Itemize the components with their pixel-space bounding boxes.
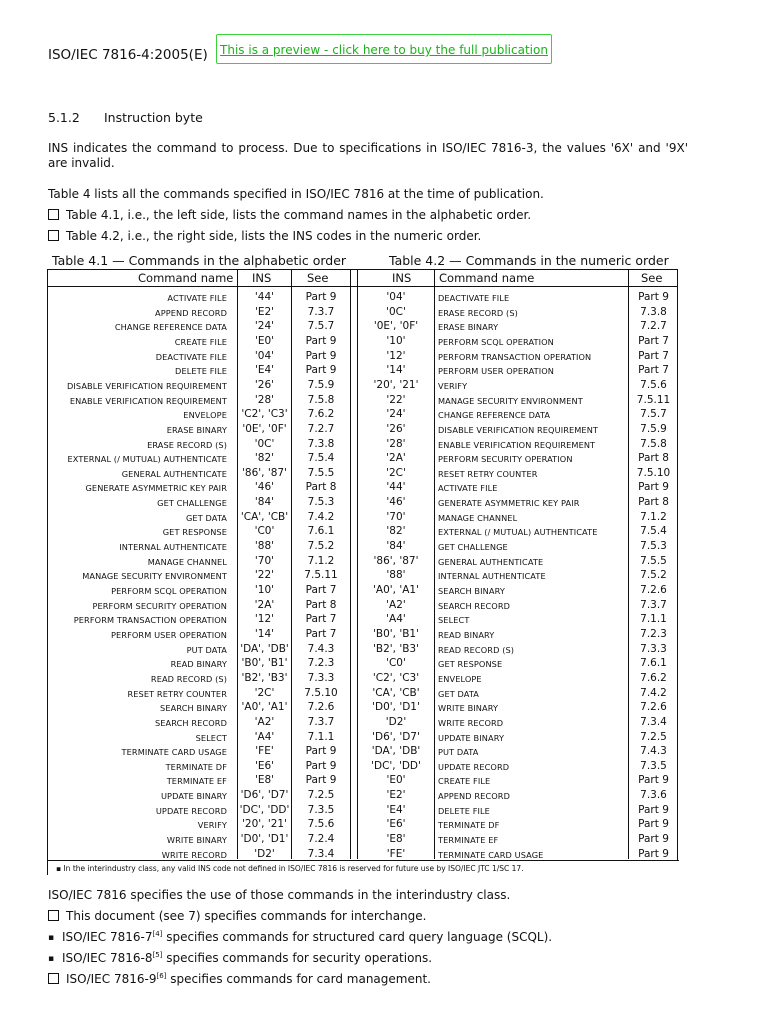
header-command-name: Command name bbox=[439, 271, 535, 285]
ins-cell: 'C0' bbox=[254, 525, 275, 538]
ins-cell: 'D2' bbox=[254, 847, 275, 860]
command-name-cell: TERMINATE EF bbox=[166, 776, 227, 787]
command-name-cell: CHANGE REFERENCE DATA bbox=[114, 322, 227, 333]
ins-cell: 'A0', 'A1' bbox=[241, 701, 288, 714]
checkbox-bullet-icon bbox=[48, 209, 59, 220]
ins-cell: '70' bbox=[254, 554, 275, 567]
command-name-cell: UPDATE RECORD bbox=[155, 805, 227, 816]
command-name-cell: ERASE BINARY bbox=[166, 424, 227, 435]
ins-cell: 'D2' bbox=[385, 715, 407, 728]
see-cell: Part 9 bbox=[638, 774, 669, 787]
command-name-cell: SEARCH BINARY bbox=[438, 586, 505, 596]
see-cell: 7.3.8 bbox=[307, 437, 335, 450]
command-name-cell: GET CHALLENGE bbox=[438, 542, 508, 553]
command-name-cell: ENABLE VERIFICATION REQUIREMENT bbox=[438, 439, 596, 450]
header-command-name: Command name bbox=[138, 271, 234, 285]
ins-cell: 'DC', 'DD' bbox=[371, 759, 421, 772]
ins-cell: 'E8' bbox=[254, 774, 275, 787]
ins-cell: '28' bbox=[254, 393, 275, 406]
see-cell: 7.3.7 bbox=[307, 715, 335, 728]
ins-cell: 'B2', 'B3' bbox=[241, 671, 288, 684]
see-cell: 7.1.2 bbox=[640, 510, 667, 523]
see-cell: 7.5.7 bbox=[307, 320, 335, 333]
see-cell: 7.3.7 bbox=[640, 598, 667, 611]
table-header-rule bbox=[47, 286, 678, 287]
ins-cell: 'E6' bbox=[254, 759, 275, 772]
see-cell: Part 9 bbox=[305, 349, 337, 362]
ins-cell: '04' bbox=[386, 291, 406, 303]
ins-cell: 'A4' bbox=[254, 730, 275, 743]
command-name-cell: INTERNAL AUTHENTICATE bbox=[119, 542, 227, 553]
paragraph-table-intro: Table 4 lists all the commands specified in ISO/IEC 7816 at the time of publication. bbox=[48, 187, 544, 201]
see-cell: Part 8 bbox=[305, 598, 337, 611]
ins-cell: '14' bbox=[254, 627, 275, 640]
ins-cell: '14' bbox=[386, 364, 406, 377]
see-cell: 7.5.2 bbox=[307, 540, 335, 553]
ins-cell: '2A' bbox=[254, 598, 275, 611]
command-name-cell: EXTERNAL (/ MUTUAL) AUTHENTICATE bbox=[67, 454, 227, 465]
see-cell: Part 9 bbox=[638, 803, 669, 816]
see-cell: 7.3.3 bbox=[640, 642, 667, 655]
bullet-text: Table 4.1, i.e., the left side, lists the command names in the alphabetic order. bbox=[66, 208, 532, 222]
command-name-cell: GET RESPONSE bbox=[162, 527, 227, 538]
command-name-cell: GENERAL AUTHENTICATE bbox=[121, 468, 227, 479]
command-name-cell: APPEND RECORD bbox=[155, 307, 227, 318]
see-cell: 7.5.5 bbox=[640, 554, 667, 567]
ins-cell: '26' bbox=[254, 378, 275, 391]
ins-cell: 'C0' bbox=[386, 657, 406, 670]
command-name-cell: GET CHALLENGE bbox=[157, 498, 227, 509]
header-see: See bbox=[641, 271, 663, 285]
ins-cell: '44' bbox=[254, 291, 275, 303]
command-name-cell: RESET RETRY COUNTER bbox=[438, 468, 538, 479]
see-cell: 7.2.3 bbox=[307, 657, 335, 670]
ins-cell: 'DC', 'DD' bbox=[239, 803, 290, 816]
ins-cell: 'E4' bbox=[254, 364, 275, 377]
see-cell: Part 9 bbox=[638, 291, 669, 303]
ins-cell: 'A2' bbox=[386, 598, 406, 611]
checkbox-bullet-icon bbox=[48, 910, 59, 921]
see-cell: Part 7 bbox=[638, 349, 669, 362]
ins-cell: '12' bbox=[386, 349, 406, 362]
see-cell: 7.5.3 bbox=[307, 496, 335, 509]
command-name-cell: DELETE FILE bbox=[438, 805, 490, 816]
ins-cell: '22' bbox=[386, 393, 406, 406]
command-name-cell: PERFORM SECURITY OPERATION bbox=[92, 600, 227, 611]
bullet-dot-icon: ▪ bbox=[48, 933, 55, 943]
ins-cell: 'FE' bbox=[386, 847, 406, 860]
table-4-1-caption: Table 4.1 — Commands in the alphabetic order bbox=[52, 253, 347, 268]
see-cell: 7.1.1 bbox=[640, 613, 667, 626]
see-cell: 7.4.2 bbox=[307, 510, 335, 523]
header-ins: INS bbox=[392, 271, 412, 285]
ins-cell: '10' bbox=[254, 584, 275, 596]
bullet-dot-icon: ▪ bbox=[48, 954, 55, 964]
bullet-7816-7: ▪ ISO/IEC 7816-7[4] specifies commands for structured card query language (SCQL). bbox=[48, 930, 553, 944]
ins-cell: '88' bbox=[386, 569, 406, 582]
command-name-cell: DEACTIVATE FILE bbox=[155, 351, 227, 362]
see-cell: 7.5.9 bbox=[307, 378, 335, 391]
ins-cell: '2A' bbox=[386, 452, 406, 465]
ins-cell: '82' bbox=[254, 452, 275, 465]
see-cell: 7.2.3 bbox=[640, 627, 667, 640]
ins-cell: 'DA', 'DB' bbox=[371, 745, 421, 758]
see-cell: Part 9 bbox=[638, 847, 669, 860]
command-name-cell: ENVELOPE bbox=[183, 410, 227, 421]
command-name-cell: WRITE BINARY bbox=[166, 835, 227, 846]
command-name-cell: PERFORM SECURITY OPERATION bbox=[438, 454, 573, 465]
ins-cell: '46' bbox=[386, 496, 406, 509]
see-cell: 7.1.1 bbox=[307, 730, 335, 743]
command-name-cell: TERMINATE DF bbox=[438, 820, 500, 831]
see-cell: 7.4.3 bbox=[307, 642, 335, 655]
see-cell: 7.5.8 bbox=[307, 393, 335, 406]
see-cell: Part 7 bbox=[305, 627, 337, 640]
command-name-cell: UPDATE RECORD bbox=[438, 761, 510, 772]
see-cell: 7.5.6 bbox=[307, 818, 335, 831]
command-name-cell: WRITE RECORD bbox=[161, 849, 227, 860]
see-cell: 7.5.11 bbox=[636, 393, 671, 406]
see-cell: Part 9 bbox=[305, 745, 337, 758]
ins-cell: '86', '87' bbox=[373, 554, 419, 567]
command-name-cell: DELETE FILE bbox=[175, 366, 227, 377]
bullet-dot-icon: ▪ bbox=[56, 864, 64, 873]
see-cell: Part 8 bbox=[638, 496, 669, 509]
footnote-text: In the interindustry class, any valid INS code not defined in ISO/IEC 7816 is reserved for future use by ISO/IEC JTC 1/SC 17. bbox=[63, 864, 524, 873]
see-cell: Part 8 bbox=[638, 452, 669, 465]
command-name-cell: VERIFY bbox=[438, 380, 468, 391]
ins-cell: '24' bbox=[254, 320, 275, 333]
see-cell: 7.3.5 bbox=[640, 759, 667, 772]
ins-cell: '04' bbox=[254, 349, 275, 362]
command-name-cell: CHANGE REFERENCE DATA bbox=[438, 410, 551, 421]
ins-cell: 'CA', 'CB' bbox=[240, 510, 289, 523]
command-name-cell: MANAGE CHANNEL bbox=[147, 556, 227, 567]
see-cell: 7.5.2 bbox=[640, 569, 667, 582]
ins-cell: 'B0', 'B1' bbox=[241, 657, 288, 670]
command-name-cell: INTERNAL AUTHENTICATE bbox=[438, 571, 546, 582]
command-name-cell: ACTIVATE FILE bbox=[167, 293, 227, 303]
see-cell: 7.2.7 bbox=[307, 422, 335, 435]
see-cell: 7.4.2 bbox=[640, 686, 667, 699]
see-cell: 7.5.11 bbox=[304, 569, 338, 582]
paragraph-interindustry: ISO/IEC 7816 specifies the use of those commands in the interindustry class. bbox=[48, 888, 511, 902]
see-cell: 7.5.10 bbox=[304, 686, 338, 699]
command-name-cell: EXTERNAL (/ MUTUAL) AUTHENTICATE bbox=[438, 527, 598, 538]
see-cell: Part 9 bbox=[305, 291, 337, 303]
see-cell: 7.2.5 bbox=[640, 730, 667, 743]
see-cell: Part 9 bbox=[305, 774, 337, 787]
see-cell: 7.2.6 bbox=[307, 701, 335, 714]
command-name-cell: DISABLE VERIFICATION REQUIREMENT bbox=[66, 380, 227, 391]
ins-cell: 'E2' bbox=[254, 305, 275, 318]
ins-cell: 'E6' bbox=[386, 818, 406, 831]
ins-cell: 'D6', 'D7' bbox=[240, 789, 289, 802]
see-cell: 7.5.10 bbox=[636, 466, 671, 479]
see-cell: Part 7 bbox=[638, 334, 669, 347]
header-see: See bbox=[307, 271, 329, 285]
ins-cell: '12' bbox=[254, 613, 275, 626]
header-ins: INS bbox=[252, 271, 272, 285]
command-name-cell: READ RECORD (S) bbox=[150, 673, 227, 684]
command-name-cell: PERFORM USER OPERATION bbox=[110, 629, 227, 640]
ins-cell: '82' bbox=[386, 525, 406, 538]
buy-preview-link[interactable]: This is a preview - click here to buy the full publication bbox=[216, 34, 552, 64]
ins-cell: '86', '87' bbox=[242, 466, 287, 479]
command-name-cell: DEACTIVATE FILE bbox=[438, 293, 510, 303]
col-rule bbox=[434, 269, 435, 859]
command-name-cell: TERMINATE DF bbox=[165, 761, 227, 772]
table-4-2-caption: Table 4.2 — Commands in the numeric order bbox=[389, 253, 669, 268]
ins-cell: '0C' bbox=[254, 437, 275, 450]
command-name-cell: PERFORM TRANSACTION OPERATION bbox=[438, 351, 592, 362]
see-cell: 7.4.3 bbox=[640, 745, 667, 758]
see-cell: 7.3.8 bbox=[640, 305, 667, 318]
see-cell: 7.5.9 bbox=[640, 422, 667, 435]
command-name-cell: SEARCH BINARY bbox=[160, 703, 227, 714]
command-name-cell: GENERATE ASYMMETRIC KEY PAIR bbox=[85, 483, 227, 494]
command-name-cell: MANAGE SECURITY ENVIRONMENT bbox=[438, 395, 583, 406]
command-name-cell: TERMINATE CARD USAGE bbox=[121, 747, 227, 758]
see-cell: 7.2.6 bbox=[640, 584, 667, 596]
ins-cell: 'FE' bbox=[255, 745, 274, 758]
ins-cell: 'E0' bbox=[386, 774, 406, 787]
ins-cell: '0C' bbox=[386, 305, 406, 318]
ins-cell: 'DA', 'DB' bbox=[240, 642, 289, 655]
see-cell: 7.5.4 bbox=[307, 452, 335, 465]
checkbox-bullet-icon bbox=[48, 230, 59, 241]
command-name-cell: ENABLE VERIFICATION REQUIREMENT bbox=[69, 395, 227, 406]
see-cell: 7.3.6 bbox=[640, 789, 667, 802]
see-cell: 7.5.4 bbox=[640, 525, 667, 538]
ins-cell: '28' bbox=[386, 437, 406, 450]
command-name-cell: SEARCH RECORD bbox=[154, 717, 227, 728]
see-cell: 7.2.6 bbox=[640, 701, 667, 714]
command-name-cell: TERMINATE EF bbox=[438, 835, 499, 846]
paragraph-ins: INS indicates the command to process. Due to specifications in ISO/IEC 7816-3, the values '6X' and '9X' are invalid. bbox=[48, 141, 688, 170]
section-heading bbox=[48, 110, 203, 125]
command-name-cell: PUT DATA bbox=[438, 747, 479, 758]
ins-cell: '70' bbox=[386, 510, 406, 523]
command-name-cell: PERFORM SCQL OPERATION bbox=[111, 586, 227, 596]
table-footnote bbox=[48, 860, 679, 875]
see-cell: 7.1.2 bbox=[307, 554, 335, 567]
see-cell: 7.3.4 bbox=[640, 715, 667, 728]
bullet-7816-9: ISO/IEC 7816-9[6] specifies commands for card management. bbox=[48, 972, 431, 986]
command-name-cell: GET RESPONSE bbox=[438, 659, 503, 670]
bullet-this-document: This document (see 7) specifies commands for interchange. bbox=[48, 909, 426, 923]
ins-cell: '26' bbox=[386, 422, 406, 435]
see-cell: Part 9 bbox=[638, 818, 669, 831]
see-cell: 7.3.7 bbox=[307, 305, 335, 318]
see-cell: Part 7 bbox=[305, 584, 337, 596]
checkbox-bullet-icon bbox=[48, 973, 59, 984]
ins-cell: '20', '21' bbox=[373, 378, 419, 391]
see-cell: 7.3.3 bbox=[307, 671, 335, 684]
command-name-cell: ACTIVATE FILE bbox=[438, 483, 498, 494]
command-name-cell: CREATE FILE bbox=[174, 336, 227, 347]
bullet-text: Table 4.2, i.e., the right side, lists the INS codes in the numeric order. bbox=[66, 229, 482, 243]
ins-cell: 'E0' bbox=[254, 334, 275, 347]
ins-cell: '84' bbox=[386, 540, 406, 553]
ins-cell: 'A2' bbox=[254, 715, 275, 728]
ins-cell: '46' bbox=[254, 481, 275, 494]
see-cell: 7.6.1 bbox=[640, 657, 667, 670]
command-name-cell: TERMINATE CARD USAGE bbox=[438, 849, 544, 860]
command-name-cell: ERASE RECORD (S) bbox=[438, 307, 518, 318]
ins-cell: '2C' bbox=[386, 466, 406, 479]
ins-cell: 'D0', 'D1' bbox=[240, 833, 289, 846]
see-cell: Part 7 bbox=[638, 364, 669, 377]
ins-cell: 'C2', 'C3' bbox=[241, 408, 288, 421]
see-cell: 7.6.2 bbox=[307, 408, 335, 421]
bullet-table-4-2 bbox=[48, 229, 481, 243]
see-cell: Part 9 bbox=[305, 759, 337, 772]
ins-cell: 'B2', 'B3' bbox=[373, 642, 419, 655]
command-name-cell: MANAGE CHANNEL bbox=[438, 512, 518, 523]
see-cell: 7.2.4 bbox=[307, 833, 335, 846]
ins-cell: 'A4' bbox=[386, 613, 406, 626]
command-name-cell: READ BINARY bbox=[170, 659, 227, 670]
command-name-cell: SEARCH RECORD bbox=[438, 600, 511, 611]
ins-cell: '24' bbox=[386, 408, 406, 421]
ins-cell: '0E', '0F' bbox=[242, 422, 287, 435]
col-rule bbox=[350, 269, 351, 859]
command-name-cell: WRITE BINARY bbox=[438, 703, 499, 714]
command-name-cell: APPEND RECORD bbox=[438, 791, 510, 802]
see-cell: Part 9 bbox=[305, 364, 337, 377]
command-name-cell: PERFORM USER OPERATION bbox=[438, 366, 555, 377]
command-name-cell: GENERATE ASYMMETRIC KEY PAIR bbox=[438, 498, 580, 509]
section-number: 5.1.2 bbox=[48, 110, 80, 125]
ins-cell: 'D0', 'D1' bbox=[372, 701, 420, 714]
command-name-cell: CREATE FILE bbox=[438, 776, 491, 787]
command-name-cell: UPDATE BINARY bbox=[160, 791, 227, 802]
ins-cell: '20', '21' bbox=[242, 818, 287, 831]
see-cell: Part 9 bbox=[638, 481, 669, 494]
see-cell: Part 9 bbox=[305, 334, 337, 347]
command-name-cell: MANAGE SECURITY ENVIRONMENT bbox=[82, 571, 227, 582]
ins-cell: 'D6', 'D7' bbox=[372, 730, 420, 743]
command-name-cell: ENVELOPE bbox=[438, 673, 482, 684]
ins-cell: '0E', '0F' bbox=[373, 320, 419, 333]
ins-cell: 'E8' bbox=[386, 833, 406, 846]
ins-cell: '2C' bbox=[254, 686, 275, 699]
bullet-7816-8: ▪ ISO/IEC 7816-8[5] specifies commands for security operations. bbox=[48, 951, 433, 965]
see-cell: Part 9 bbox=[638, 833, 669, 846]
see-cell: 7.2.7 bbox=[640, 320, 667, 333]
command-name-cell: SELECT bbox=[195, 732, 227, 743]
see-cell: 7.6.1 bbox=[307, 525, 335, 538]
command-name-cell: DISABLE VERIFICATION REQUIREMENT bbox=[438, 424, 599, 435]
command-name-cell: READ RECORD (S) bbox=[438, 644, 515, 655]
command-name-cell: ERASE RECORD (S) bbox=[147, 439, 227, 450]
command-name-cell: UPDATE BINARY bbox=[438, 732, 505, 743]
document-id: ISO/IEC 7816-4:2005(E) bbox=[48, 47, 208, 63]
see-cell: 7.5.8 bbox=[640, 437, 667, 450]
command-name-cell: VERIFY bbox=[197, 820, 227, 831]
bullet-table-4-1 bbox=[48, 208, 531, 222]
see-cell: Part 8 bbox=[305, 481, 337, 494]
see-cell: 7.3.4 bbox=[307, 847, 335, 860]
see-cell: 7.6.2 bbox=[640, 671, 667, 684]
see-cell: 7.5.7 bbox=[640, 408, 667, 421]
command-name-cell: PERFORM TRANSACTION OPERATION bbox=[73, 615, 227, 626]
ins-cell: '84' bbox=[254, 496, 275, 509]
ins-cell: 'E2' bbox=[386, 789, 406, 802]
command-name-cell: ERASE BINARY bbox=[438, 322, 499, 333]
see-cell: 7.5.3 bbox=[640, 540, 667, 553]
see-cell: Part 7 bbox=[305, 613, 337, 626]
command-name-cell: SELECT bbox=[438, 615, 470, 626]
ins-cell: '44' bbox=[386, 481, 406, 494]
command-name-cell: GET DATA bbox=[438, 688, 480, 699]
ins-cell: '10' bbox=[386, 334, 406, 347]
ins-cell: '88' bbox=[254, 540, 275, 553]
command-name-cell: RESET RETRY COUNTER bbox=[127, 688, 227, 699]
see-cell: 7.2.5 bbox=[307, 789, 335, 802]
command-name-cell: WRITE RECORD bbox=[438, 717, 504, 728]
ins-cell: 'CA', 'CB' bbox=[372, 686, 420, 699]
section-title: Instruction byte bbox=[104, 110, 203, 125]
ins-cell: 'E4' bbox=[386, 803, 406, 816]
see-cell: 7.5.6 bbox=[640, 378, 667, 391]
see-cell: 7.5.5 bbox=[307, 466, 335, 479]
ins-cell: 'B0', 'B1' bbox=[373, 627, 419, 640]
command-name-cell: GENERAL AUTHENTICATE bbox=[438, 556, 544, 567]
ins-cell: 'C2', 'C3' bbox=[372, 671, 420, 684]
command-name-cell: PUT DATA bbox=[186, 644, 227, 655]
ins-cell: '22' bbox=[254, 569, 275, 582]
see-cell: 7.3.5 bbox=[307, 803, 335, 816]
command-name-cell: PERFORM SCQL OPERATION bbox=[438, 336, 554, 347]
command-name-cell: READ BINARY bbox=[438, 629, 495, 640]
command-name-cell: GET DATA bbox=[185, 512, 227, 523]
ins-cell: 'A0', 'A1' bbox=[373, 584, 419, 596]
